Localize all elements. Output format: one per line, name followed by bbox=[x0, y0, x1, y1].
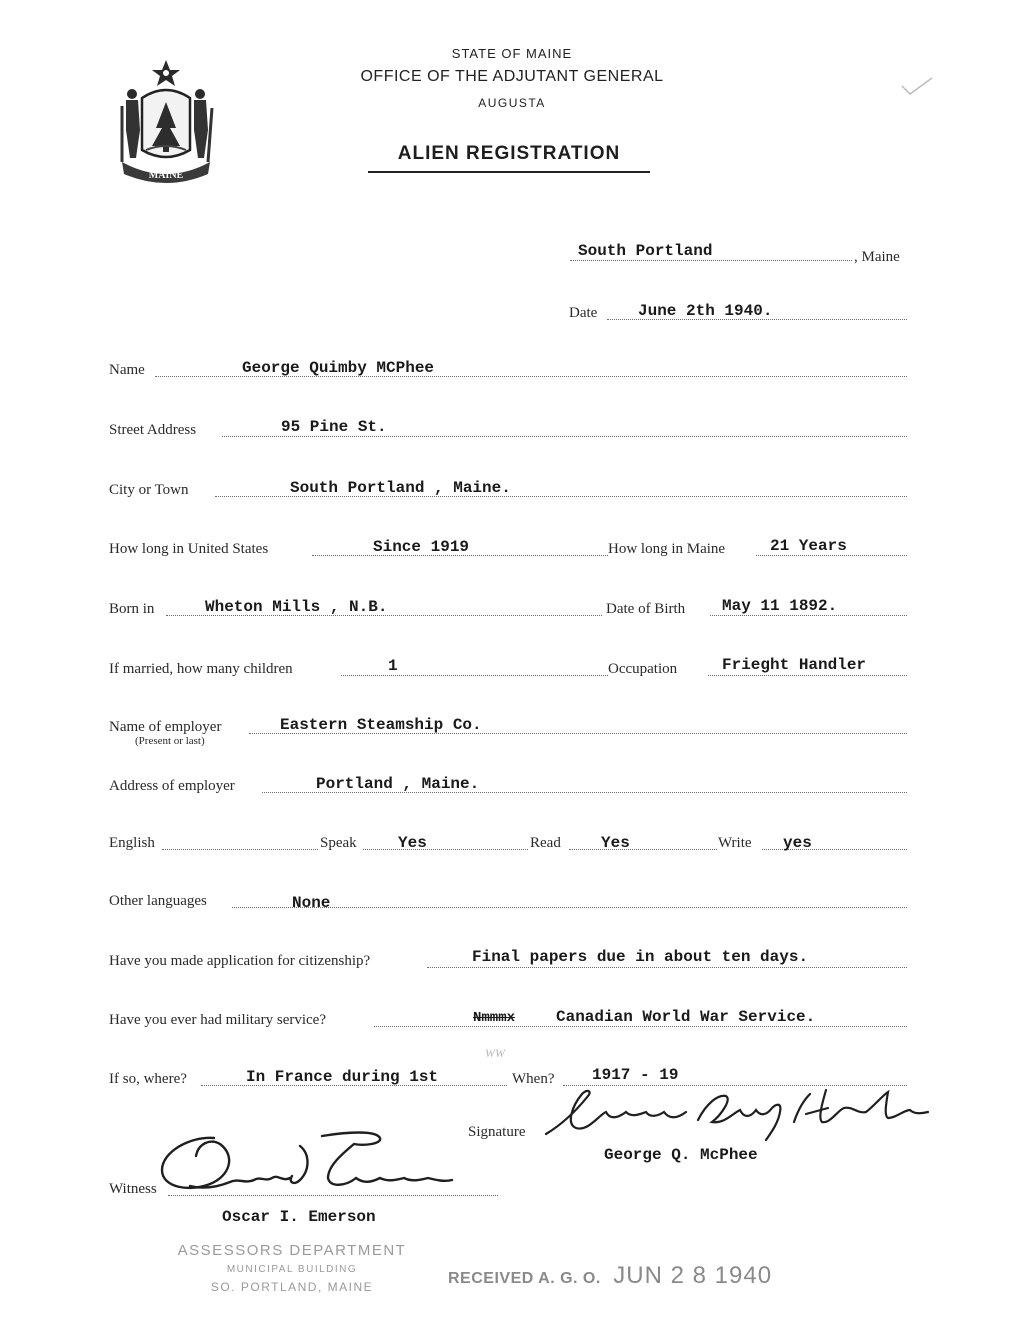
employer-sublabel: (Present or last) bbox=[135, 735, 205, 747]
citizenship-line bbox=[427, 967, 907, 968]
maine-duration-line bbox=[756, 555, 907, 556]
other-languages-line bbox=[232, 907, 907, 908]
where-label: If so, where? bbox=[109, 1071, 187, 1087]
name-value: George Quimby MCPhee bbox=[242, 359, 435, 377]
name-label: Name bbox=[109, 362, 145, 378]
military-label: Have you ever had military service? bbox=[109, 1012, 326, 1028]
date-value: June 2th 1940. bbox=[638, 302, 773, 320]
witness-label: Witness bbox=[109, 1181, 157, 1197]
citizenship-label: Have you made application for citizenship? bbox=[109, 953, 371, 969]
location-line bbox=[570, 260, 852, 261]
born-value: Wheton Mills , N.B. bbox=[205, 598, 388, 616]
children-line bbox=[341, 675, 608, 676]
pencil-check-icon bbox=[900, 76, 934, 98]
dob-label: Date of Birth bbox=[606, 601, 686, 617]
city-label: City or Town bbox=[109, 482, 189, 498]
children-value: 1 bbox=[388, 657, 398, 675]
military-struck-value: Nmmmx bbox=[473, 1010, 516, 1026]
applicant-signature bbox=[536, 1084, 936, 1144]
us-duration-value: Since 1919 bbox=[373, 538, 470, 556]
military-value: Canadian World War Service. bbox=[556, 1008, 816, 1026]
children-label: If married, how many children bbox=[109, 661, 293, 677]
us-duration-label: How long in United States bbox=[109, 541, 269, 557]
seal-motto-text: MAINE bbox=[148, 170, 184, 181]
military-line bbox=[374, 1026, 907, 1027]
occupation-label: Occupation bbox=[608, 661, 678, 677]
header-state: STATE OF MAINE bbox=[451, 46, 573, 61]
write-value: yes bbox=[783, 834, 812, 852]
witness-signature bbox=[150, 1126, 460, 1200]
street-line bbox=[222, 436, 907, 437]
received-stamp-text: RECEIVED A. G. O. bbox=[448, 1270, 601, 1287]
occupation-value: Frieght Handler bbox=[722, 656, 867, 674]
speak-value: Yes bbox=[398, 834, 427, 852]
speak-label: Speak bbox=[320, 835, 357, 851]
employer-value: Eastern Steamship Co. bbox=[280, 716, 482, 734]
maine-state-seal-icon bbox=[112, 58, 220, 186]
write-label: Write bbox=[718, 835, 752, 851]
assessors-stamp-line3: SO. PORTLAND, MAINE bbox=[210, 1280, 374, 1294]
employer-label-text: Name of employer bbox=[109, 719, 222, 735]
applicant-typed-name: George Q. McPhee bbox=[604, 1146, 758, 1164]
other-languages-label: Other languages bbox=[109, 893, 207, 909]
read-value: Yes bbox=[601, 834, 630, 852]
signature-label: Signature bbox=[468, 1124, 526, 1140]
english-line bbox=[162, 849, 318, 850]
witness-typed-name: Oscar I. Emerson bbox=[222, 1208, 376, 1226]
maine-duration-value: 21 Years bbox=[770, 537, 847, 555]
date-label: Date bbox=[569, 305, 598, 321]
received-stamp-date: JUN 2 8 1940 bbox=[613, 1262, 773, 1289]
received-stamp bbox=[448, 1262, 772, 1290]
header-office: OFFICE OF THE ADJUTANT GENERAL bbox=[360, 68, 664, 85]
employer-address-value: Portland , Maine. bbox=[316, 775, 480, 793]
title-underline bbox=[368, 171, 650, 173]
when-label: When? bbox=[512, 1071, 555, 1087]
header-city: AUGUSTA bbox=[478, 96, 546, 110]
read-line bbox=[569, 849, 717, 850]
read-label: Read bbox=[530, 835, 561, 851]
occupation-line bbox=[708, 675, 907, 676]
street-label: Street Address bbox=[109, 422, 197, 438]
where-value: In France during 1st bbox=[246, 1068, 439, 1086]
maine-duration-label: How long in Maine bbox=[608, 541, 726, 557]
born-label: Born in bbox=[109, 601, 155, 617]
city-value: South Portland , Maine. bbox=[290, 479, 511, 497]
street-value: 95 Pine St. bbox=[281, 418, 387, 436]
location-suffix: , Maine bbox=[854, 249, 900, 265]
dob-value: May 11 1892. bbox=[722, 597, 838, 615]
english-label: English bbox=[109, 835, 155, 851]
citizenship-value: Final papers due in about ten days. bbox=[472, 948, 809, 966]
pencil-mark: WW bbox=[485, 1046, 505, 1060]
form-title: ALIEN REGISTRATION bbox=[397, 143, 621, 164]
employer-address-label: Address of employer bbox=[109, 778, 235, 794]
when-value: 1917 - 19 bbox=[592, 1066, 679, 1084]
employer-label bbox=[109, 719, 221, 749]
assessors-stamp-line2: MUNICIPAL BUILDING bbox=[226, 1264, 358, 1275]
speak-line bbox=[363, 849, 528, 850]
dob-line bbox=[710, 615, 907, 616]
assessors-stamp-line1: ASSESSORS DEPARTMENT bbox=[177, 1242, 407, 1259]
other-languages-value: None bbox=[292, 894, 331, 912]
location-value: South Portland bbox=[578, 242, 713, 260]
